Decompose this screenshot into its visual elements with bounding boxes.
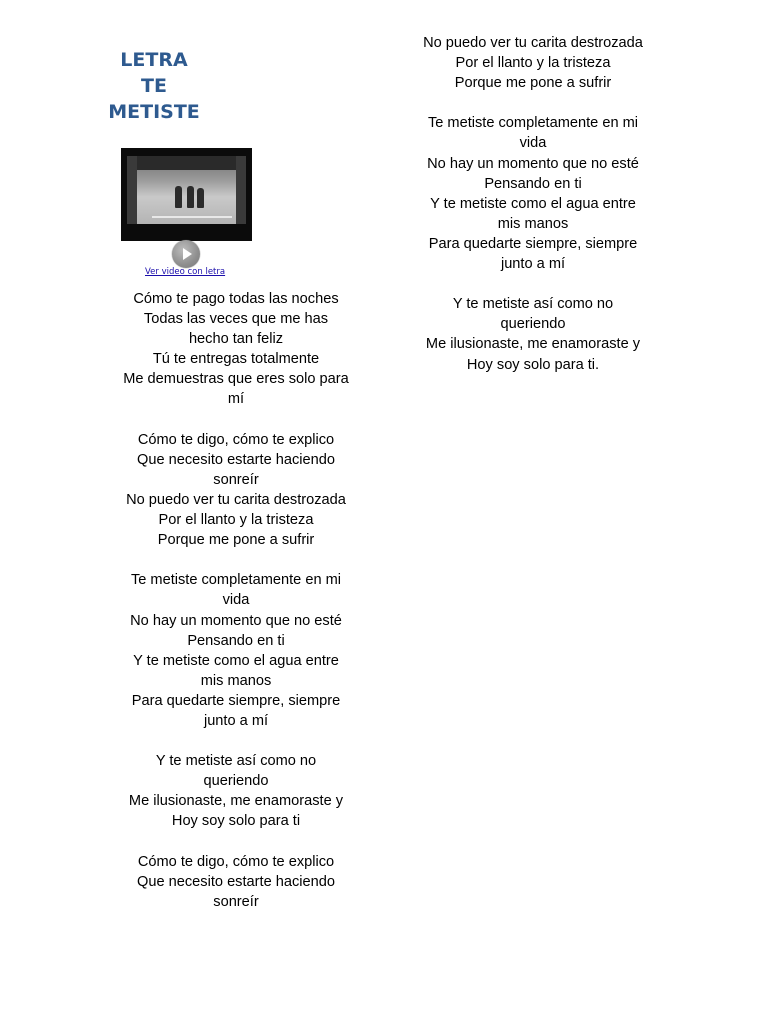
lyric-line: No puedo ver tu carita destrozada: [126, 491, 346, 508]
lyric-line: Porque me pone a sufrir: [454, 75, 612, 92]
lyric-line: Hoy soy solo para ti: [171, 813, 301, 830]
lyric-line: Tú te entregas totalmente: [152, 351, 320, 368]
lyric-line: Te metiste completamente en mi: [130, 572, 342, 589]
lyrics-left-column: [110, 289, 362, 912]
lyric-line: Cómo te pago todas las noches: [133, 291, 339, 307]
lyric-line: [408, 93, 658, 113]
title-line-3: METISTE: [108, 101, 200, 123]
lyric-line: sonreír: [213, 471, 259, 488]
title-line-1: LETRA: [120, 49, 188, 71]
lyric-line: [110, 731, 362, 751]
lyric-line: mí: [227, 391, 245, 408]
lyric-line: Me ilusionaste, me enamoraste y: [128, 793, 344, 810]
lyric-line: No puedo ver tu carita destrozada: [423, 35, 643, 51]
lyric-line: queriendo: [203, 773, 269, 790]
lyric-line: Cómo te digo, cómo te explico: [137, 853, 335, 870]
lyric-line: No hay un momento que no esté: [427, 155, 639, 172]
video-link[interactable]: Ver video con letra: [145, 267, 226, 277]
lyric-line: vida: [519, 135, 547, 152]
lyric-line: queriendo: [500, 316, 566, 333]
lyric-line: [110, 410, 362, 430]
lyric-line: [110, 832, 362, 852]
page-title: [100, 47, 208, 125]
lyric-line: sonreír: [213, 893, 259, 910]
lyric-line: Me demuestras que eres solo para: [123, 371, 349, 388]
lyric-line: Por el llanto y la tristeza: [455, 55, 611, 72]
lyric-line: Porque me pone a sufrir: [157, 532, 315, 549]
lyric-line: Y te metiste como el agua entre: [430, 195, 636, 212]
lyric-line: Todas las veces que me has: [143, 311, 329, 328]
lyrics-right-column: [408, 33, 658, 375]
lyric-line: Y te metiste así como no: [155, 753, 317, 770]
lyric-line: Que necesito estarte haciendo: [137, 451, 335, 468]
lyric-line: [110, 550, 362, 570]
lyric-line: Hoy soy solo para ti.: [466, 356, 600, 373]
video-frame-image: [127, 156, 246, 224]
lyric-line: Pensando en ti: [484, 175, 582, 192]
lyric-line: junto a mí: [500, 256, 566, 273]
lyric-line: mis manos: [200, 672, 272, 689]
lyric-line: Pensando en ti: [187, 632, 285, 649]
title-line-2: TE: [141, 75, 167, 97]
lyric-line: No hay un momento que no esté: [130, 612, 342, 629]
lyric-line: Por el llanto y la tristeza: [158, 512, 314, 529]
lyric-line: Te metiste completamente en mi: [427, 115, 639, 132]
lyric-line: Que necesito estarte haciendo: [137, 873, 335, 890]
lyric-line: Y te metiste como el agua entre: [133, 652, 339, 669]
play-icon[interactable]: [172, 240, 200, 268]
lyric-line: Y te metiste así como no: [452, 296, 614, 313]
lyric-line: Me ilusionaste, me enamoraste y: [425, 336, 641, 353]
lyric-line: Cómo te digo, cómo te explico: [137, 431, 335, 448]
lyric-line: vida: [222, 592, 250, 609]
lyric-line: Para quedarte siempre, siempre: [428, 235, 638, 252]
lyric-line: junto a mí: [203, 712, 269, 729]
video-thumbnail[interactable]: [121, 148, 252, 241]
lyric-line: mis manos: [497, 215, 569, 232]
lyric-line: [408, 274, 658, 294]
lyric-line: hecho tan feliz: [188, 331, 284, 348]
lyric-line: Para quedarte siempre, siempre: [131, 692, 341, 709]
